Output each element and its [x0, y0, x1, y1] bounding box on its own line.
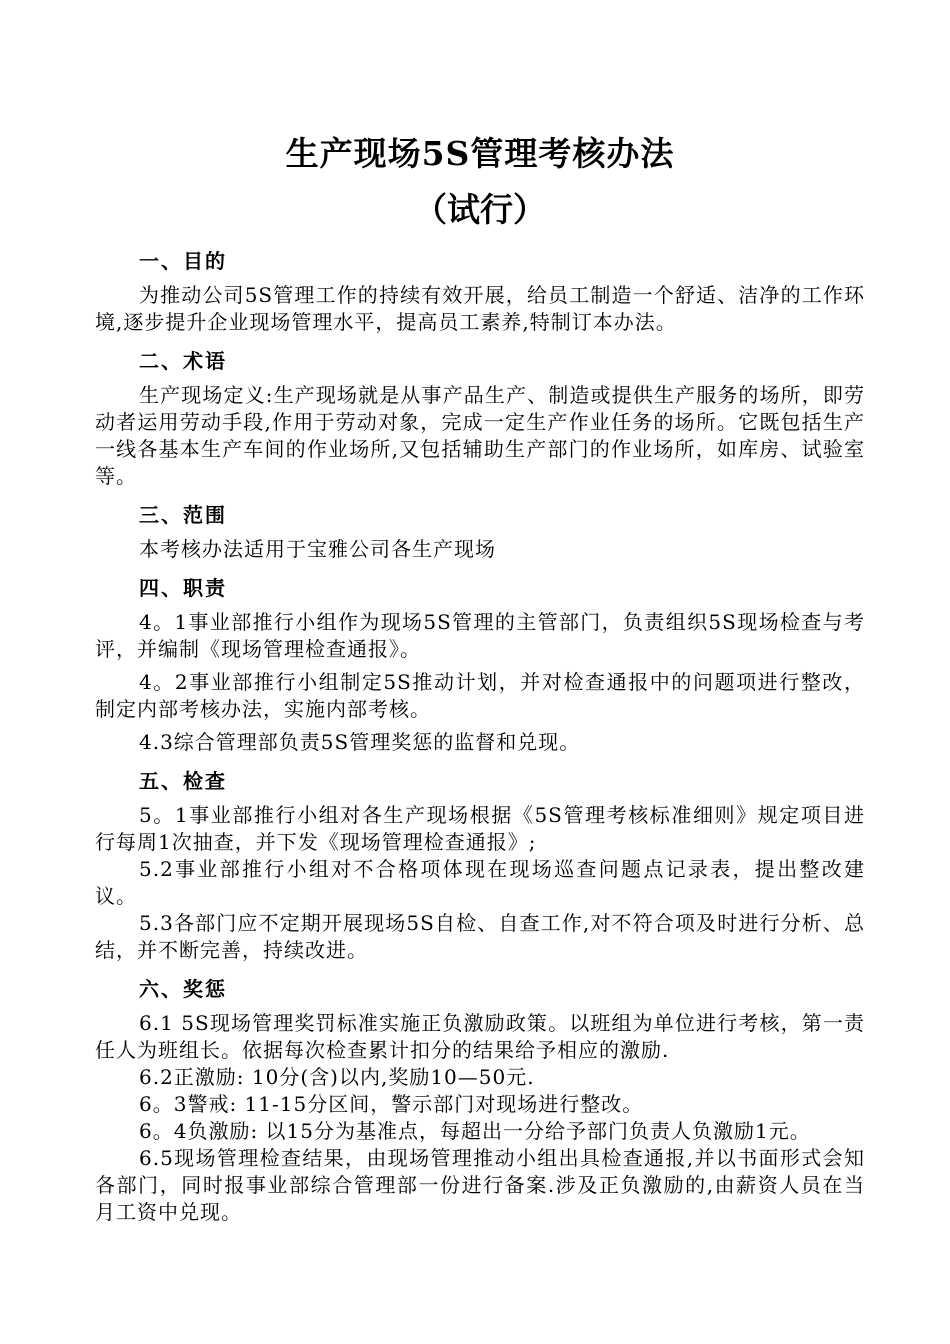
- document-subtitle: （试行）: [414, 190, 546, 229]
- section-heading-rewards: 六、奖惩: [139, 977, 227, 1001]
- paragraph-inspection-5-1: 5。1事业部推行小组对各生产现场根据《5S管理考核标准细则》规定项目进行每周1次抽查，并下发《现场管理检查通报》;: [95, 803, 865, 854]
- paragraph-rewards-6-1: 6.1 5S现场管理奖罚标准实施正负激励政策。以班组为单位进行考核，第一责任人为班组长。依据每次检查累计扣分的结果给予相应的激励.: [95, 1011, 865, 1062]
- paragraph-duties-4-2: 4。2事业部推行小组制定5S推动计划，并对检查通报中的问题项进行整改，制定内部考核办法，实施内部考核。: [95, 670, 865, 721]
- paragraph-purpose: 为推动公司5S管理工作的持续有效开展，给员工制造一个舒适、洁净的工作环境,逐步提升企业现场管理水平，提高员工素养,特制订本办法。: [95, 283, 865, 334]
- section-heading-scope: 三、范围: [139, 503, 227, 527]
- paragraph-terms: 生产现场定义:生产现场就是从事产品生产、制造或提供生产服务的场所，即劳动者运用劳动手段,作用于劳动对象，完成一定生产作业任务的场所。它既包括生产一线各基本生产车间的作业场所,又包括辅助生产部门的作业场所，如库房、试验室等。: [95, 383, 865, 488]
- document-title: 生产现场5S管理考核办法: [285, 134, 675, 173]
- paragraph-rewards-6-3: 6。3警戒: 11-15分区间，警示部门对现场进行整改。: [139, 1092, 644, 1116]
- section-heading-purpose: 一、目的: [139, 249, 227, 273]
- paragraph-duties-4-3: 4.3综合管理部负责5S管理奖惩的监督和兑现。: [139, 730, 581, 754]
- paragraph-rewards-6-5: 6.5现场管理检查结果，由现场管理推动小组出具检查通报,并以书面形式会知各部门，同时报事业部综合管理部一份进行备案.涉及正负激励的,由薪资人员在当月工资中兑现。: [95, 1146, 865, 1224]
- paragraph-duties-4-1: 4。1事业部推行小组作为现场5S管理的主管部门，负责组织5S现场检查与考评，并编制《现场管理检查通报》。: [95, 610, 865, 661]
- section-heading-terms: 二、术语: [139, 349, 227, 373]
- paragraph-rewards-6-4: 6。4负激励: 以15分为基准点，每超出一分给予部门负责人负激励1元。: [139, 1119, 811, 1143]
- paragraph-inspection-5-2: 5.2事业部推行小组对不合格项体现在现场巡查问题点记录表，提出整改建议。: [95, 857, 865, 908]
- document-page: [95, 128, 865, 1226]
- paragraph-scope: 本考核办法适用于宝雅公司各生产现场: [139, 537, 496, 561]
- section-heading-inspection: 五、检查: [139, 769, 227, 793]
- section-heading-duties: 四、职责: [139, 576, 227, 600]
- paragraph-rewards-6-2: 6.2正激励: 10分(含)以内,奖励10—50元.: [139, 1065, 535, 1089]
- paragraph-inspection-5-3: 5.3各部门应不定期开展现场5S自检、自查工作,对不符合项及时进行分析、总结，并不断完善，持续改进。: [95, 911, 865, 962]
